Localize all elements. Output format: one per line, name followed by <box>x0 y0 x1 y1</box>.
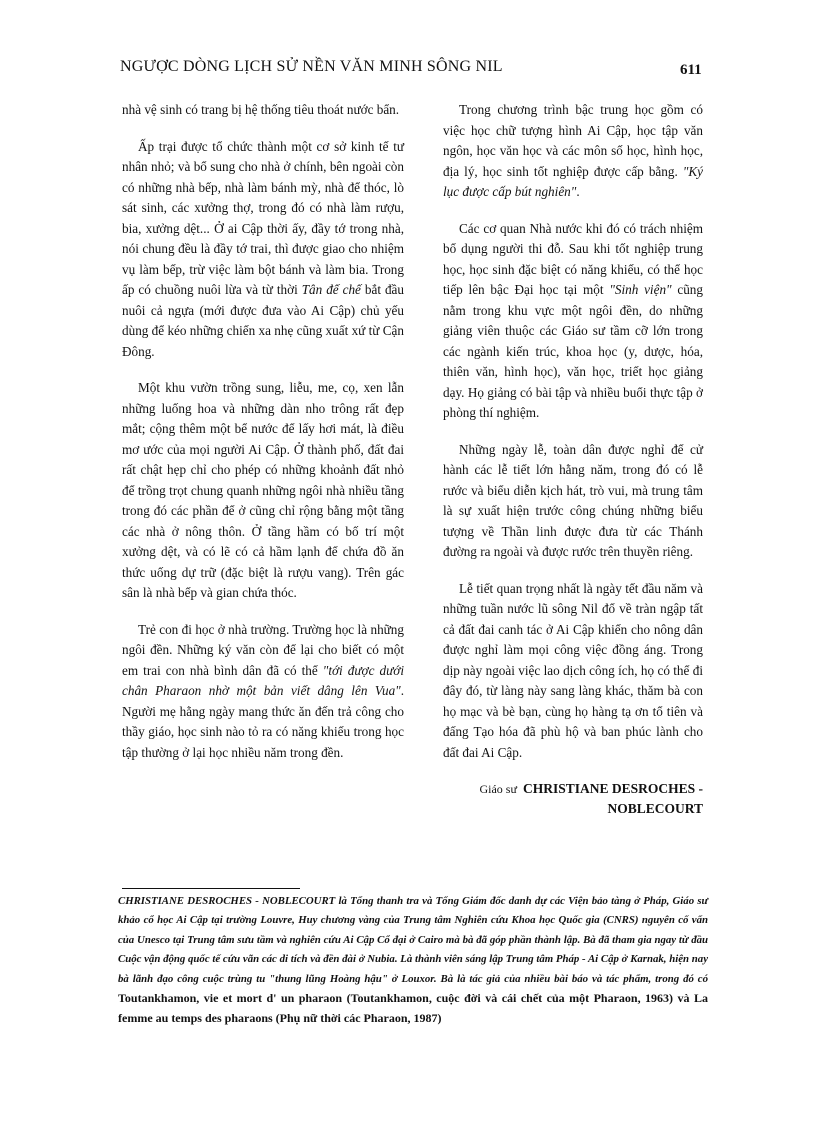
italic-term: "Sinh viện" <box>609 282 672 297</box>
text-run: Ấp trại được tổ chức thành một cơ sở kinh tế tư nhân nhỏ; và bổ sung cho nhà ở chính, bên ngoài còn có những nhà bếp, nhà làm bánh mỳ, nhà để thóc, lò sát sinh, các xưởng thợ, trong đó có nhà làm rượu, bia, xưởng dệt... Ở ai Cập thời ấy, đầy tớ trong nhà, nói chung đều là đầy tớ trai, thì được giao cho nhiệm vụ làm bếp, trừ việc làm bột bánh và làm bia. Trong ấp có chuồng nuôi lừa và từ thời <box>122 138 404 297</box>
running-header-title: NGƯỢC DÒNG LỊCH SỬ NỀN VĂN MINH SÔNG NIL <box>120 58 503 75</box>
paragraph <box>122 137 404 363</box>
text-run: . <box>576 184 580 199</box>
paragraph <box>122 620 404 764</box>
footnote-divider <box>122 888 300 889</box>
paragraph: Một khu vườn trồng sung, liễu, me, cọ, xen lẫn những luống hoa và những dàn nho trông rất đẹp mắt; cộng thêm một bể nước để lấy hơi mát, là điều mơ ước của mọi người Ai Cập. Ở thành phố, đất đai rất chật hẹp chỉ cho phép có những khoảnh đất nhỏ để trồng trọt chung quanh những ngôi nhà nhiều tầng trong đó các phần để ở cũng chỉ rộng bằng một tầng các nhà ở nông thôn. Ở tầng hầm có bố trí một xưởng dệt, và có lẽ có cả hầm lạnh để chứa đồ ăn thức uống dự trữ (đặc biệt là rượu vang). Trên gác sân là nhà bếp và gian chứa thóc. <box>122 380 404 600</box>
text-run: Các cơ quan Nhà nước khi đó có trách nhiệm bổ dụng người thi đỗ. Sau khi tốt nghiệp trung học, học sinh đặc biệt có năng khiếu, có thể học tiếp lên bậc Đại học tại một <box>443 220 703 297</box>
paragraph: Lễ tiết quan trọng nhất là ngày tết đầu năm và những tuần nước lũ sông Nil đổ về tràn ngập tất cả đất đai canh tác ở Ai Cập khiến cho nông dân được nghỉ làm mọi công việc đồng áng. Trong dịp này ngoài việc lao dịch công ích, họ có thể đi đây đó, từ làng này sang làng khác, thăm bà con họ mạc và bè bạn, cùng họ hàng tạ ơn tổ tiên và đấng Tạo hóa đã phù hộ và ban phúc lành cho đất đai Ai Cập. <box>443 580 703 760</box>
text-run: Trong chương trình bậc trung học gồm có việc học chữ tượng hình Ai Cập, học tập văn ngôn, học văn học và các môn số học, hình học, địa lý, học sinh tốt nghiệp được cấp bằng. <box>443 102 703 179</box>
page-number: 611 <box>680 62 702 78</box>
text-run: Trẻ con đi học ở nhà trường. Trường học là những ngôi đền. Những ký văn còn để lại cho biết có một em trai con nhà bình dân đã có thể <box>122 621 404 678</box>
footnote <box>118 892 708 1030</box>
right-column <box>443 100 703 819</box>
paragraph <box>443 100 703 203</box>
text-run: . Người mẹ hằng ngày mang thức ăn đến trả công cho thầy giáo, học sinh nào tỏ ra có năng khiếu trong học tập thường ở lại học nhiều năm trong đền. <box>122 683 404 760</box>
footnote-works: Toutankhamon, vie et mort d' un pharaon (Toutankhamon, cuộc đời và cái chết của một Pharaon, 1963) và La femme au temps des pharaons (Phụ nữ thời các Pharaon, 1987) <box>118 991 708 1026</box>
signature-name-line2: NOBLECOURT <box>607 801 703 816</box>
author-signature <box>443 779 703 819</box>
footnote-main: CHRISTIANE DESROCHES - NOBLECOURT là Tổng thanh tra và Tổng Giám đốc danh dự các Viện bảo tàng ở Pháp, Giáo sư khảo cổ học Ai Cập tại trường Louvre, Huy chương vàng của Trung tâm Nghiên cứu Khoa học Quốc gia (CNRS) nguyên cố vấn của Unesco tại Trung tâm sưu tầm và nghiên cứu Ai Cập Cổ đại ở Cairo mà bà đã góp phần thành lập. Bà đã tham gia ngay từ đầu Cuộc vận động quốc tế cứu vãn các di tích và đền đài ở Nubia. Là thành viên sáng lập Trung tâm Pháp - Ai Cập ở Karnak, hiện nay bà lãnh đạo công cuộc trùng tu "thung lũng Hoàng hậu" ở Louxor. Bà là tác giả của nhiều bài báo và tác phẩm, trong đó có <box>118 895 708 985</box>
italic-quote: "Ký lục được cấp bút nghiên" <box>443 163 703 199</box>
text-run: bắt đầu nuôi cả ngựa (mới được đưa vào Ai Cập) chủ yếu dùng để kéo những chiến xa nhẹ cũng xuất xứ từ Cận Đông. <box>122 282 404 359</box>
paragraph: Những ngày lễ, toàn dân được nghỉ để cử hành các lễ tiết lớn hằng năm, trong đó có lễ rước và biểu diễn kịch hát, trò vui, mà trung tâm là sự xuất hiện trước công chúng những biểu tượng về Thần linh được đưa từ các Thánh đường ra ngoài và được rước trên thuyền riêng. <box>443 441 703 559</box>
italic-term: Tân đế chế <box>301 282 361 297</box>
left-column <box>122 100 404 779</box>
paragraph <box>443 219 703 424</box>
signature-name-line1: CHRISTIANE DESROCHES - <box>522 781 703 796</box>
signature-title: Giáo sư <box>479 782 517 796</box>
paragraph: nhà vệ sinh có trang bị hệ thống tiêu thoát nước bẩn. <box>122 102 400 117</box>
text-run: cũng nằm trong khu vực một ngôi đền, do những giảng viên thuộc các Giáo sư tầm cỡ lớn trong các ngành kiến trúc, khoa học (y, dược, hóa, thiên văn, hình học), văn học, triết học giảng dạy. Họ giảng có bài tập và nhiều buổi thực tập ở phòng thí nghiệm. <box>443 282 703 420</box>
italic-quote: "tới được dưới chân Pharaon nhờ một bản viết dâng lên Vua" <box>122 662 404 698</box>
